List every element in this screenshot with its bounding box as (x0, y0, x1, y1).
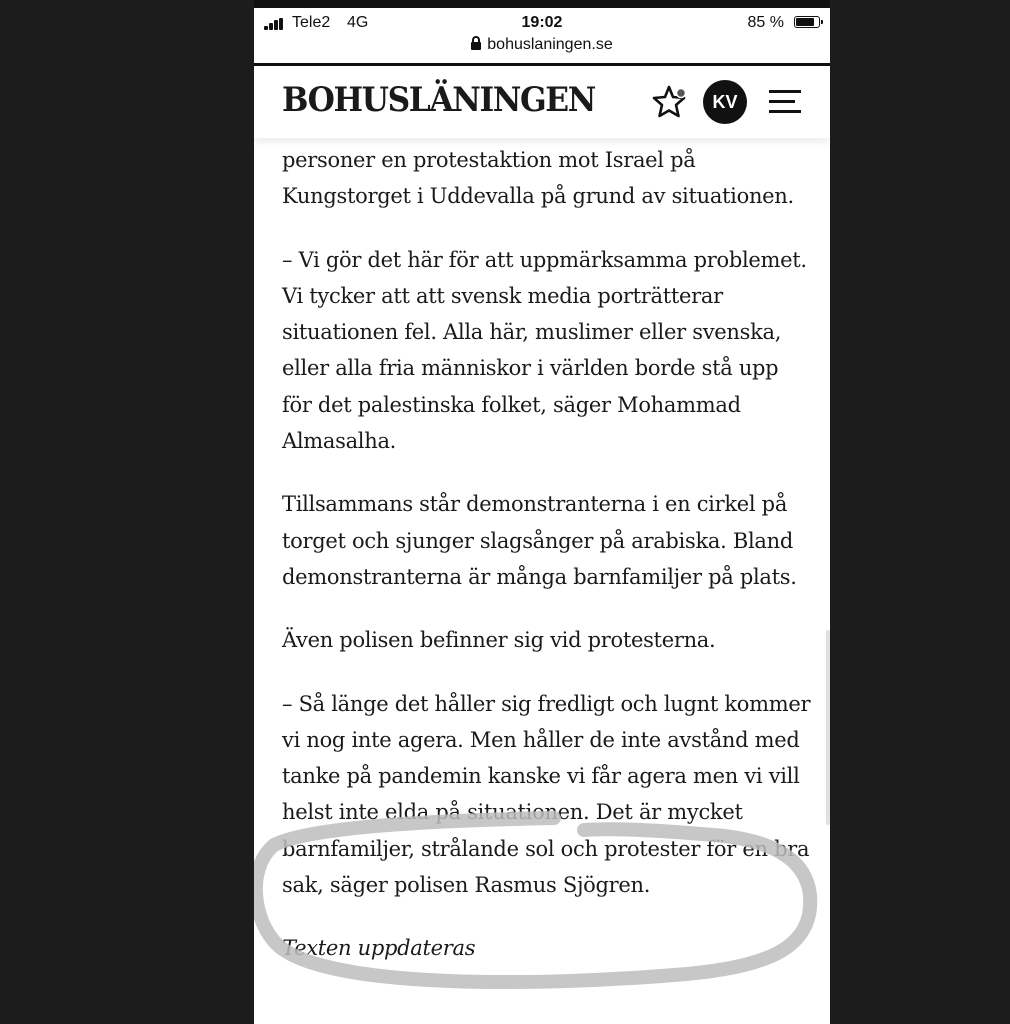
clock: 19:02 (521, 14, 563, 31)
site-header (254, 66, 830, 138)
article-paragraph: – Så länge det håller sig fredligt och lugnt kommer vi nog inte agera. Men håller de inte avstånd med tanke på pandemin kanske vi får agera men vi vill helst inte elda på situationen. Det är mycket barnfamiljer, strålande sol och protester för en bra sak, säger polisen Rasmus Sjögren. (282, 691, 811, 898)
top-edge (254, 0, 830, 8)
hamburger-menu-icon[interactable] (769, 88, 801, 116)
user-avatar[interactable]: KV (703, 80, 747, 124)
url-text: bohuslaningen.se (487, 36, 613, 53)
site-logo[interactable]: BOHUSLÄNINGEN (282, 80, 595, 120)
carrier-name: Tele2 (292, 14, 331, 31)
lock-icon (471, 42, 481, 50)
scrollbar[interactable] (826, 630, 830, 825)
article-paragraph: personer en protestaktion mot Israel på Kungstorget i Uddevalla på grund av situationen. (282, 148, 794, 209)
battery-fill (796, 18, 814, 26)
battery-percent: 85 % (747, 14, 784, 31)
status-bar (254, 8, 830, 38)
update-note: Texten uppdateras (282, 936, 476, 961)
address-bar[interactable] (254, 36, 830, 54)
star-icon[interactable] (650, 82, 690, 122)
battery-icon (794, 16, 820, 28)
phone-screen (254, 0, 830, 1024)
article-paragraph: Tillsammans står demonstranterna i en cirkel på torget och sjunger slagsånger på arabiska. Bland demonstranterna är många barnfamiljer på plats. (282, 492, 797, 589)
network-type: 4G (347, 14, 369, 31)
article-paragraph: Även polisen befinner sig vid protesterna. (282, 628, 716, 653)
article-body (282, 140, 812, 994)
article-paragraph: – Vi gör det här för att uppmärksamma problemet. Vi tycker att att svensk media porträtterar situationen fel. Alla här, muslimer eller svenska, eller alla fria människor i världen borde stå upp för det palestinska folket, säger Mohammad Almasalha. (282, 247, 807, 454)
